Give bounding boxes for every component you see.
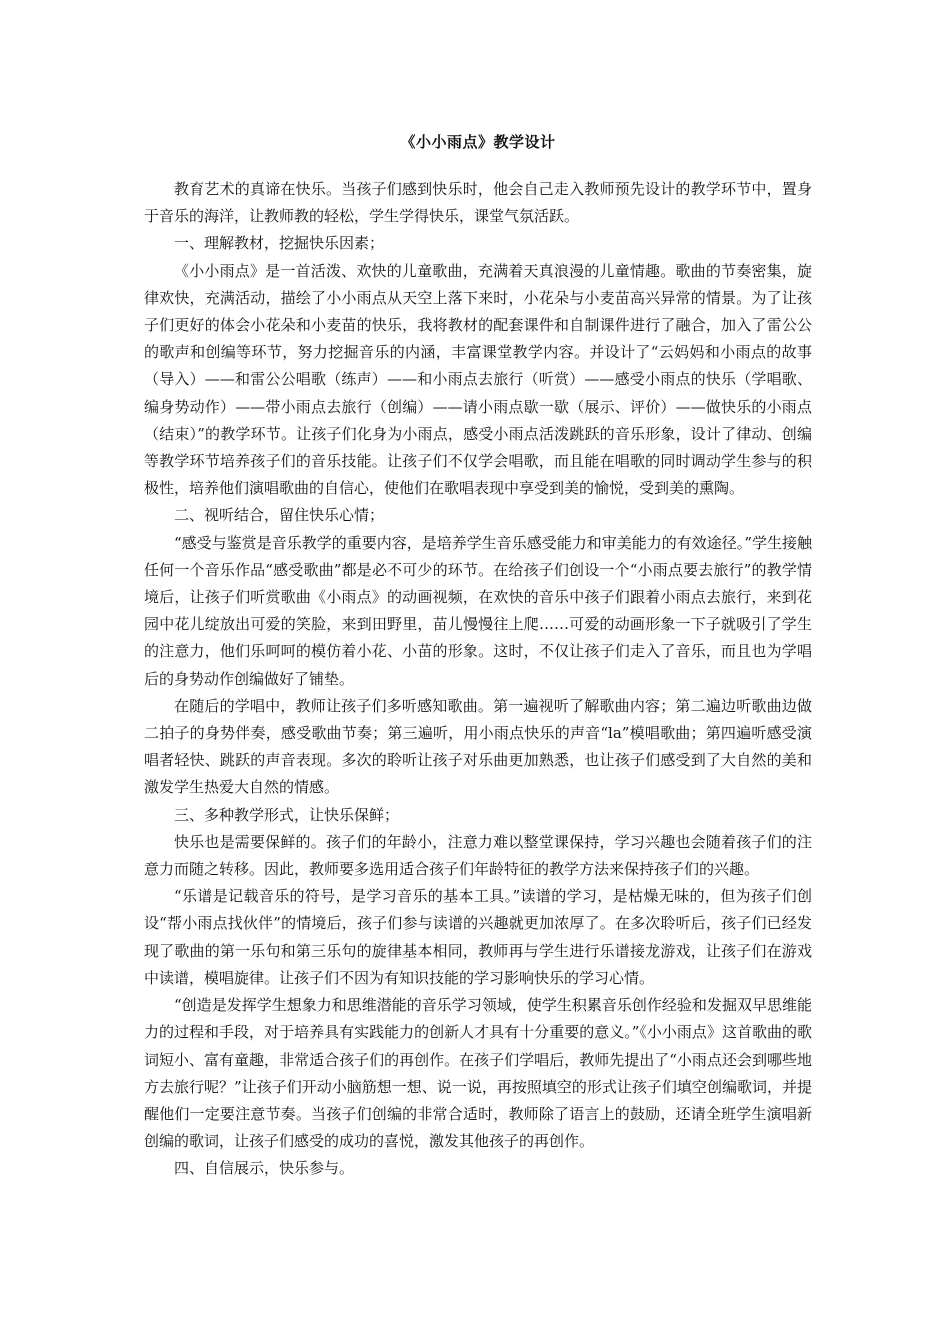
paragraph-section-3b: “乐谱是记载音乐的符号，是学习音乐的基本工具。”读谱的学习，是枯燥无味的，但为孩子们创设“帮小雨点找伙伴”的情境后，孩子们参与读谱的兴趣就更加浓厚了。在多次聆听后，孩子们已经发现了歌曲的第一乐句和第三乐句的旋律基本相同，教师再与学生进行乐谱接龙游戏，让孩子们在游戏中读谱，模唱旋律。让孩子们不因为有知识技能的学习影响快乐的学习心情。	[144, 887, 812, 987]
paragraph-section-2b: 在随后的学唱中，教师让孩子们多听感知歌曲。第一遍视听了解歌曲内容；第二遍边听歌曲边做二拍子的身势伴奏，感受歌曲节奏；第三遍听，用小雨点快乐的声音“la”模唱歌曲；第四遍听感受演唱者轻快、跳跃的声音表现。多次的聆听让孩子对乐曲更加熟悉，也让孩子们感受到了大自然的美和激发学生热爱大自然的情感。	[144, 696, 812, 797]
section-heading-4: 四、自信展示，快乐参与。	[174, 1159, 355, 1178]
paragraph-section-2a: “感受与鉴赏是音乐教学的重要内容，是培养学生音乐感受能力和审美能力的有效途径。”学生接触任何一个音乐作品“感受歌曲”都是必不可少的环节。在给孩子们创设一个“小雨点要去旅行”的教学情境后，让孩子们听赏歌曲《小雨点》的动画视频，在欢快的音乐中孩子们跟着小雨点去旅行，来到花园中花儿绽放出可爱的笑脸，来到田野里，苗儿慢慢往上爬……可爱的动画形象一下子就吸引了学生的注意力，他们乐呵呵的模仿着小花、小苗的形象。这时，不仅让孩子们走入了音乐，而且也为学唱后的身势动作创编做好了铺垫。	[144, 533, 812, 688]
section-heading-1: 一、理解教材，挖掘快乐因素；	[174, 234, 385, 253]
paragraph-intro: 教育艺术的真谛在快乐。当孩子们感到快乐时，他会自己走入教师预先设计的教学环节中，置身于音乐的海洋，让教师教的轻松，学生学得快乐，课堂气氛活跃。	[144, 180, 812, 226]
document-page	[144, 128, 812, 1183]
document-title: 《小小雨点》教学设计	[400, 133, 556, 151]
paragraph-section-3c: “创造是发挥学生想象力和思维潜能的音乐学习领域，使学生积累音乐创作经验和发掘双早思维能力的过程和手段，对于培养具有实践能力的创新人才具有十分重要的意义。”《小小雨点》这首歌曲的歌词短小、富有童趣，非常适合孩子们的再创作。在孩子们学唱后，教师先提出了“小雨点还会到哪些地方去旅行呢？”让孩子们开动小脑筋想一想、说一说，再按照填空的形式让孩子们填空创编歌词，并提醒他们一定要注意节奏。当孩子们创编的非常合适时，教师除了语言上的鼓励，还请全班学生演唱新创编的歌词，让孩子们感受的成功的喜悦，激发其他孩子的再创作。	[144, 996, 812, 1151]
paragraph-section-3a: 快乐也是需要保鲜的。孩子们的年龄小，注意力难以整堂课保持，学习兴趣也会随着孩子们的注意力而随之转移。因此，教师要多选用适合孩子们年龄特征的教学方法来保持孩子们的兴趣。	[144, 832, 812, 879]
section-heading-2: 二、视听结合，留住快乐心情；	[174, 506, 385, 525]
section-heading-3: 三、多种教学形式，让快乐保鲜；	[174, 805, 400, 824]
paragraph-section-1: 《小小雨点》是一首活泼、欢快的儿童歌曲，充满着天真浪漫的儿童情趣。歌曲的节奏密集，旋律欢快，充满活动，描绘了小小雨点从天空上落下来时，小花朵与小麦苗高兴异常的情景。为了让孩子们更好的体会小花朵和小麦苗的快乐，我将教材的配套课件和自制课件进行了融合，加入了雷公公的歌声和创编等环节，努力挖掘音乐的内涵，丰富课堂教学内容。并设计了“云妈妈和小雨点的故事（导入）——和雷公公唱歌（练声）——和小雨点去旅行（听赏）——感受小雨点的快乐（学唱歌、编身势动作）——带小雨点去旅行（创编）——请小雨点歇一歇（展示、评价）——做快乐的小雨点（结束）”的教学环节。让孩子们化身为小雨点，感受小雨点活泼跳跃的音乐形象，设计了律动、创编等教学环节培养孩子们的音乐技能。让孩子们不仅学会唱歌，而且能在唱歌的同时调动学生参与的积极性，培养他们演唱歌曲的自信心，使他们在歌唱表现中享受到美的愉悦，受到美的熏陶。	[144, 261, 812, 498]
